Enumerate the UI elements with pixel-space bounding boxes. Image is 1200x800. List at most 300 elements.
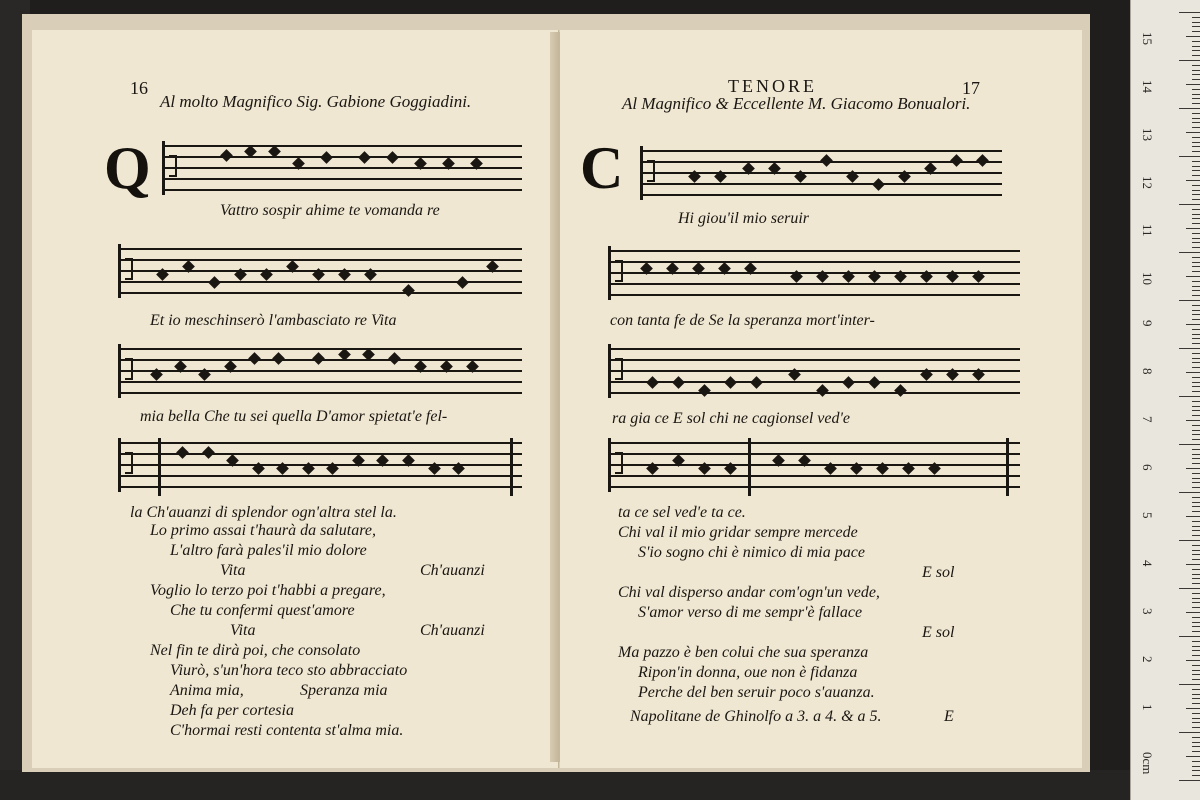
note: [950, 154, 963, 167]
ruler-tick: [1192, 334, 1200, 335]
ruler-tick: [1192, 487, 1200, 488]
music-staff: [608, 442, 1020, 488]
note: [440, 360, 453, 373]
note: [276, 462, 289, 475]
lyric-line: mia bella Che tu sei quella D'amor spietat'e fel-: [140, 408, 448, 425]
note: [920, 368, 933, 381]
ruler-tick: [1192, 626, 1200, 627]
note: [816, 384, 829, 397]
ruler-number: 5: [1140, 512, 1155, 519]
ruler-tick: [1192, 482, 1200, 483]
note: [312, 352, 325, 365]
ruler-tick: [1192, 775, 1200, 776]
note: [872, 178, 885, 191]
ruler-tick: [1192, 655, 1200, 656]
music-staff: [118, 248, 522, 294]
note: [470, 157, 483, 170]
ruler-number: 9: [1140, 320, 1155, 327]
note: [846, 170, 859, 183]
ruler-tick: [1192, 127, 1200, 128]
ruler-number: 13: [1140, 128, 1155, 141]
note: [946, 270, 959, 283]
note: [388, 352, 401, 365]
note: [902, 462, 915, 475]
note: [362, 348, 375, 361]
ruler-tick: [1192, 22, 1200, 23]
ruler-tick: [1192, 574, 1200, 575]
lyric-line: ra gia ce E sol chi ne cagionsel ved'e: [612, 410, 851, 427]
ruler-tick: [1192, 679, 1200, 680]
note: [842, 376, 855, 389]
note: [876, 462, 889, 475]
ruler-tick: [1192, 434, 1200, 435]
note: [386, 151, 399, 164]
ruler-tick: [1192, 382, 1200, 383]
ruler-tick: [1192, 151, 1200, 152]
ruler-tick: [1186, 420, 1200, 421]
ruler-tick: [1179, 492, 1200, 493]
ruler-tick: [1192, 410, 1200, 411]
ruler-tick: [1179, 396, 1200, 397]
ruler-tick: [1192, 526, 1200, 527]
page-number-right: 17: [962, 78, 980, 98]
ruler-tick: [1192, 766, 1200, 767]
ruler-tick: [1192, 703, 1200, 704]
ruler-tick: [1192, 583, 1200, 584]
lyric-line: Hi giou'il mio seruir: [678, 210, 809, 227]
note: [698, 384, 711, 397]
verse-line: Chi val disperso andar com'ogn'un vede,: [618, 584, 880, 601]
ruler-tick: [1192, 310, 1200, 311]
note: [928, 462, 941, 475]
ruler-tick: [1192, 185, 1200, 186]
ruler-tick: [1179, 156, 1200, 157]
music-staff: [118, 348, 522, 394]
ruler-tick: [1192, 142, 1200, 143]
ruler-tick: [1186, 84, 1200, 85]
ruler-tick: [1192, 722, 1200, 723]
ruler-tick: [1192, 65, 1200, 66]
ruler-tick: [1186, 660, 1200, 661]
verse-line: Deh fa per cortesia: [170, 702, 294, 719]
ruler-tick: [1192, 103, 1200, 104]
note: [202, 446, 215, 459]
note: [320, 151, 333, 164]
ruler-tick: [1179, 636, 1200, 637]
note: [894, 270, 907, 283]
ruler-tick: [1192, 689, 1200, 690]
verse-line: Perche del ben seruir poco s'auanza.: [638, 684, 875, 701]
ruler-tick: [1192, 89, 1200, 90]
ruler-tick: [1186, 228, 1200, 229]
ruler-tick: [1192, 497, 1200, 498]
note: [176, 446, 189, 459]
ruler-tick: [1192, 31, 1200, 32]
note: [788, 368, 801, 381]
note: [358, 151, 371, 164]
clef-icon: [118, 438, 135, 492]
ruler-tick: [1192, 17, 1200, 18]
ruler-tick: [1192, 362, 1200, 363]
note: [156, 268, 169, 281]
note: [260, 268, 273, 281]
ruler-tick: [1192, 55, 1200, 56]
ruler-tick: [1186, 708, 1200, 709]
note: [486, 260, 499, 273]
ruler-tick: [1186, 36, 1200, 37]
note: [302, 462, 315, 475]
ruler-tick: [1192, 506, 1200, 507]
note: [850, 462, 863, 475]
note: [714, 170, 727, 183]
dedication-right: Al Magnifico & Eccellente M. Giacomo Bonualori.: [622, 94, 971, 113]
ruler-tick: [1192, 266, 1200, 267]
note: [898, 170, 911, 183]
ruler-tick: [1192, 286, 1200, 287]
note: [364, 268, 377, 281]
lyric-line: ta ce sel ved'e ta ce.: [618, 504, 746, 521]
note: [174, 360, 187, 373]
running-head: TENORE: [728, 76, 817, 96]
note: [640, 262, 653, 275]
note: [292, 157, 305, 170]
music-staff: [640, 150, 1002, 196]
ruler-tick: [1192, 650, 1200, 651]
note: [672, 454, 685, 467]
ruler-tick: [1186, 372, 1200, 373]
ruler-tick: [1179, 108, 1200, 109]
lyric-line: con tanta fe de Se la speranza mort'inter-: [610, 312, 875, 329]
note: [338, 268, 351, 281]
note: [750, 376, 763, 389]
ruler-tick: [1192, 746, 1200, 747]
verse-line: Vita: [230, 622, 256, 639]
clef-icon: [608, 246, 625, 300]
note: [698, 462, 711, 475]
ruler-tick: [1186, 276, 1200, 277]
ruler-tick: [1186, 180, 1200, 181]
ruler-tick: [1192, 329, 1200, 330]
catchword: E: [944, 708, 954, 725]
ruler-tick: [1192, 727, 1200, 728]
note: [946, 368, 959, 381]
note: [244, 145, 257, 158]
ruler-tick: [1192, 41, 1200, 42]
ruler-tick: [1192, 631, 1200, 632]
note: [456, 276, 469, 289]
ruler-tick: [1192, 449, 1200, 450]
ruler-number: 14: [1140, 80, 1155, 93]
note: [920, 270, 933, 283]
ruler-tick: [1192, 262, 1200, 263]
measurement-ruler: [1130, 0, 1200, 800]
note: [268, 145, 281, 158]
ruler-number: 8: [1140, 368, 1155, 375]
note: [466, 360, 479, 373]
note: [768, 162, 781, 175]
note: [198, 368, 211, 381]
lyric-line: Et io meschinserò l'ambasciato re Vita: [150, 312, 397, 329]
ruler-tick: [1179, 60, 1200, 61]
verse-line: Che tu confermi quest'amore: [170, 602, 355, 619]
verse-line: L'altro farà pales'il mio dolore: [170, 542, 367, 559]
background-bottom: [0, 770, 1130, 800]
note: [208, 276, 221, 289]
ruler-tick: [1192, 161, 1200, 162]
lyric-line: Vattro sospir ahime te vomanda re: [220, 202, 440, 219]
ruler-tick: [1192, 458, 1200, 459]
ruler-tick: [1192, 406, 1200, 407]
note: [234, 268, 247, 281]
ruler-tick: [1192, 463, 1200, 464]
verse-line: Vita: [220, 562, 246, 579]
ruler-tick: [1192, 598, 1200, 599]
ruler-tick: [1192, 257, 1200, 258]
note: [182, 260, 195, 273]
ruler-tick: [1192, 146, 1200, 147]
ruler-tick: [1179, 300, 1200, 301]
ruler-tick: [1192, 718, 1200, 719]
ruler-tick: [1192, 367, 1200, 368]
ruler-number: 7: [1140, 416, 1155, 423]
note: [220, 149, 233, 162]
note: [742, 162, 755, 175]
note: [352, 454, 365, 467]
ruler-tick: [1192, 233, 1200, 234]
note: [794, 170, 807, 183]
page-number-left: 16: [130, 78, 148, 98]
verse-refrain: E sol: [922, 624, 955, 641]
note: [824, 462, 837, 475]
ruler-tick: [1192, 166, 1200, 167]
ruler-tick: [1192, 305, 1200, 306]
note: [666, 262, 679, 275]
ruler-tick: [1179, 732, 1200, 733]
note: [428, 462, 441, 475]
note: [816, 270, 829, 283]
ruler-tick: [1192, 242, 1200, 243]
ruler-tick: [1192, 218, 1200, 219]
ruler-number: 4: [1140, 560, 1155, 567]
clef-icon: [118, 244, 135, 298]
verse-line: S'amor verso di me sempr'è fallace: [638, 604, 863, 621]
ruler-tick: [1192, 314, 1200, 315]
ruler-tick: [1192, 319, 1200, 320]
ruler-tick: [1192, 737, 1200, 738]
ruler-tick: [1192, 170, 1200, 171]
final-barline: [1006, 438, 1009, 496]
note: [868, 270, 881, 283]
clef-icon: [608, 438, 625, 492]
footer-title: Napolitane de Ghinolfo a 3. a 4. & a 5.: [630, 708, 882, 725]
note: [646, 462, 659, 475]
note: [976, 154, 989, 167]
ruler-tick: [1179, 204, 1200, 205]
ruler-tick: [1192, 545, 1200, 546]
note: [692, 262, 705, 275]
ruler-tick: [1192, 295, 1200, 296]
verse-line: Anima mia,: [170, 682, 244, 699]
ruler-tick: [1192, 641, 1200, 642]
ruler-tick: [1186, 612, 1200, 613]
ruler-tick: [1192, 751, 1200, 752]
note: [452, 462, 465, 475]
note: [868, 376, 881, 389]
ruler-tick: [1179, 780, 1200, 781]
ruler-tick: [1192, 554, 1200, 555]
ruler-tick: [1192, 223, 1200, 224]
music-staff: [608, 348, 1020, 394]
note: [414, 360, 427, 373]
ruler-tick: [1192, 622, 1200, 623]
ruler-tick: [1192, 94, 1200, 95]
ruler-tick: [1192, 694, 1200, 695]
note: [646, 376, 659, 389]
ruler-tick: [1192, 502, 1200, 503]
note: [744, 262, 757, 275]
ruler-tick: [1192, 271, 1200, 272]
note: [724, 462, 737, 475]
ruler-tick: [1192, 247, 1200, 248]
ruler-tick: [1192, 343, 1200, 344]
note: [790, 270, 803, 283]
note: [820, 154, 833, 167]
note: [672, 376, 685, 389]
ruler-tick: [1179, 684, 1200, 685]
ruler-tick: [1192, 122, 1200, 123]
left-page: [32, 30, 559, 768]
note: [972, 270, 985, 283]
ruler-number: 15: [1140, 32, 1155, 45]
ruler-tick: [1192, 607, 1200, 608]
ruler-tick: [1192, 113, 1200, 114]
ruler-tick: [1186, 132, 1200, 133]
note: [724, 376, 737, 389]
note: [798, 454, 811, 467]
note: [688, 170, 701, 183]
ruler-tick: [1186, 756, 1200, 757]
ruler-number: 1: [1140, 704, 1155, 711]
verse-line: Ma pazzo è ben colui che sua speranza: [618, 644, 869, 661]
initial-letter-right: C: [580, 135, 624, 201]
ruler-tick: [1192, 74, 1200, 75]
ruler-tick: [1192, 209, 1200, 210]
ruler-tick: [1192, 674, 1200, 675]
note: [326, 462, 339, 475]
ruler-tick: [1186, 468, 1200, 469]
final-barline: [510, 438, 513, 496]
note: [248, 352, 261, 365]
ruler-tick: [1192, 358, 1200, 359]
ruler-tick: [1192, 535, 1200, 536]
ruler-tick: [1192, 559, 1200, 560]
barline: [158, 438, 161, 496]
ruler-tick: [1192, 602, 1200, 603]
ruler-number: 2: [1140, 656, 1155, 663]
verse-line: Voglio lo terzo poi t'habbi a pregare,: [150, 582, 386, 599]
note: [376, 454, 389, 467]
ruler-tick: [1179, 12, 1200, 13]
ruler-tick: [1192, 46, 1200, 47]
ruler-number: 6: [1140, 464, 1155, 471]
ruler-tick: [1192, 617, 1200, 618]
note: [414, 157, 427, 170]
barline: [748, 438, 751, 496]
ruler-tick: [1192, 386, 1200, 387]
ruler-tick: [1192, 761, 1200, 762]
verse-line: Ripon'in donna, oue non è fidanza: [638, 664, 858, 681]
ruler-tick: [1179, 588, 1200, 589]
verse-line: Nel fin te dirà poi, che consolato: [150, 642, 361, 659]
ruler-tick: [1192, 70, 1200, 71]
verse-refrain: E sol: [922, 564, 955, 581]
ruler-number: 12: [1140, 176, 1155, 189]
note: [226, 454, 239, 467]
note: [718, 262, 731, 275]
ruler-tick: [1192, 338, 1200, 339]
clef-icon: [118, 344, 135, 398]
music-staff: [118, 442, 522, 488]
ruler-tick: [1192, 430, 1200, 431]
ruler-tick: [1192, 593, 1200, 594]
ruler-tick: [1179, 348, 1200, 349]
ruler-tick: [1192, 353, 1200, 354]
ruler-tick: [1179, 540, 1200, 541]
ruler-tick: [1192, 578, 1200, 579]
ruler-tick: [1192, 190, 1200, 191]
ruler-tick: [1186, 324, 1200, 325]
ruler-tick: [1192, 569, 1200, 570]
ruler-tick: [1192, 415, 1200, 416]
ruler-number: 3: [1140, 608, 1155, 615]
ruler-tick: [1192, 439, 1200, 440]
music-staff: [608, 250, 1020, 296]
ruler-tick: [1192, 550, 1200, 551]
ruler-number: 11: [1140, 224, 1155, 237]
verse-line: Speranza mia: [300, 682, 388, 699]
ruler-tick: [1192, 26, 1200, 27]
ruler-tick: [1192, 713, 1200, 714]
ruler-tick: [1186, 516, 1200, 517]
note: [312, 268, 325, 281]
ruler-tick: [1192, 665, 1200, 666]
note: [972, 368, 985, 381]
note: [924, 162, 937, 175]
ruler-tick: [1192, 646, 1200, 647]
ruler-tick: [1179, 444, 1200, 445]
note: [272, 352, 285, 365]
note: [224, 360, 237, 373]
ruler-tick: [1192, 391, 1200, 392]
music-staff: [162, 145, 522, 191]
ruler-tick: [1192, 377, 1200, 378]
ruler-tick: [1186, 564, 1200, 565]
ruler-tick: [1192, 454, 1200, 455]
open-book: [22, 14, 1090, 772]
verse-line: S'io sogno chi è nimico di mia pace: [638, 544, 865, 561]
ruler-tick: [1192, 478, 1200, 479]
ruler-tick: [1192, 770, 1200, 771]
initial-letter-left: Q: [104, 135, 151, 201]
note: [150, 368, 163, 381]
note: [286, 260, 299, 273]
dedication-left: Al molto Magnifico Sig. Gabione Goggiadini.: [160, 92, 472, 111]
ruler-tick: [1192, 530, 1200, 531]
note: [842, 270, 855, 283]
ruler-tick: [1179, 252, 1200, 253]
ruler-tick: [1192, 670, 1200, 671]
verse-line: Chi val il mio gridar sempre mercede: [618, 524, 858, 541]
